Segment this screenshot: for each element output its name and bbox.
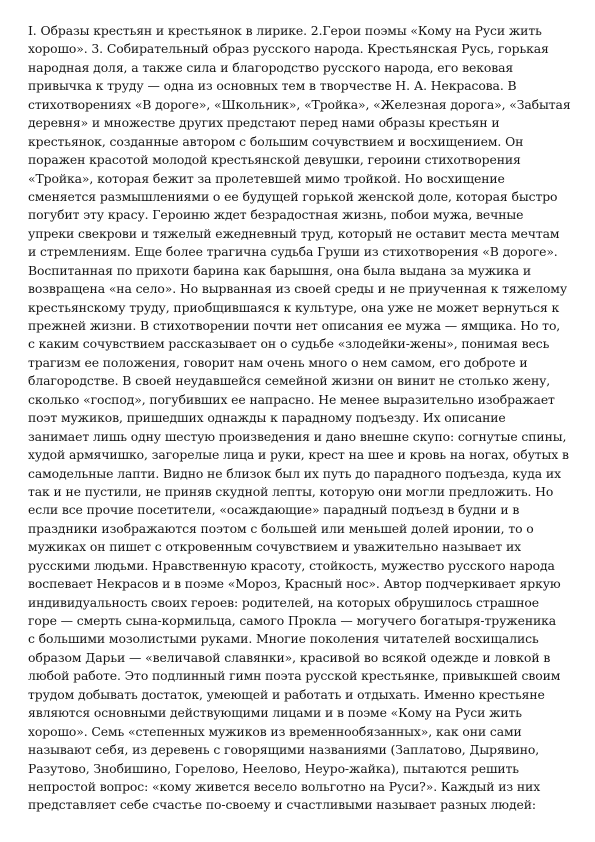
text-line: образом Дарьи — «величавой славянки», красивой во всякой одежде и ловкой в [28, 649, 551, 665]
text-line: упреки свекрови и тяжелый ежедневный труд, который не оставит места мечтам [28, 225, 560, 241]
text-line: Разутово, Знобишино, Горелово, Неелово, Неуро-жайка), пытаются решить [28, 760, 519, 776]
text-line: «Тройка», которая бежит за пролетевшей мимо тройкой. Но восхищение [28, 170, 505, 186]
text-line: привычка к труду — одна из основных тем в творчестве Н. А. Некрасова. В [28, 78, 517, 94]
text-line: крестьянскому труду, приобщившаяся к культуре, она уже не может вернуться к [28, 299, 560, 315]
text-line: с большими мозолистыми руками. Многие поколения читателей восхищались [28, 631, 539, 647]
text-line: трагизм ее положения, говорит нам очень много о нем самом, его доброте и [28, 354, 528, 370]
text-line: сколько «господ», погубивших ее напрасно. Не менее выразительно изображает [28, 391, 555, 407]
text-line: деревня» и множестве других предстают перед нами образы крестьян и [28, 115, 500, 131]
text-line: крестьянок, созданные автором с большим сочувствием и восхищением. Он [28, 133, 524, 149]
text-line: поражен красотой молодой крестьянской девушки, героини стихотворения [28, 152, 521, 168]
text-line: поэт мужиков, пришедших однажды к парадному подъезду. Их описание [28, 410, 506, 426]
text-line: народная доля, а также сила и благородство русского народа, его вековая [28, 59, 514, 75]
text-line: благородстве. В своей неудавшейся семейной жизни он винит не столько жену, [28, 373, 551, 389]
text-line: Воспитанная по прихоти барина как барышня, она была выдана за мужика и [28, 262, 532, 278]
text-line: возвращена «на село». Но вырванная из своей среды и не приученная к тяжелому [28, 281, 568, 297]
text-line: худой армячишко, загорелые лица и руки, крест на шее и кровь на ногах, обутых в [28, 447, 569, 463]
text-line: так и не пустили, не приняв скудной лепты, которую они могли предложить. Но [28, 483, 554, 499]
text-line: самодельные лапти. Видно не близок был их путь до парадного подъезда, куда их [28, 465, 561, 481]
text-line: занимает лишь одну шестую произведения и дано внешне скупо: согнутые спины, [28, 428, 567, 444]
text-line: являются основными действующими лицами и в поэме «Кому на Руси жить [28, 705, 522, 721]
text-line: сменяется размышлениями о ее будущей горькой женской доле, которая быстро [28, 188, 558, 204]
text-line: стихотворениях «В дороге», «Школьник», «Тройка», «Железная дорога», «Забытая [28, 96, 571, 112]
text-line: I. Образы крестьян и крестьянок в лирике. 2.Герои поэмы «Кому на Руси жить [28, 23, 542, 38]
text-line: индивидуальность своих героев: родителей, на которых обрушилось страшное [28, 594, 539, 610]
body-text [28, 22, 574, 815]
text-line: с каким сочувствием рассказывает он о судьбе «злодейки-жены», понимая весь [28, 336, 550, 352]
text-line: русскими людьми. Нравственную красоту, стойкость, мужество русского народа [28, 557, 555, 573]
text-line: трудом добывать достаток, умеющей и работать и отдыхать. Именно крестьяне [28, 686, 545, 702]
text-line: любой работе. Это подлинный гимн поэта русской крестьянке, привыкшей своим [28, 668, 561, 684]
text-line: хорошо». 3. Собирательный образ русского народа. Крестьянская Русь, горькая [28, 41, 549, 57]
text-line: называют себя, из деревень с говорящими названиями (Заплатово, Дырявино, [28, 742, 540, 758]
text-line: если все прочие посетители, «осаждающие» парадный подъезд в будни и в [28, 502, 520, 518]
text-line: прежней жизни. В стихотворении почти нет описания ее мужа — ямщика. Но то, [28, 318, 561, 333]
text-line: хорошо». Семь «степенных мужиков из временнообязанных», как они сами [28, 723, 522, 739]
text-line: горе — смерть сына-кормильца, самого Прокла — могучего богатыря-труженика [28, 613, 557, 628]
text-line: воспевает Некрасов и в поэме «Мороз, Красный нос». Автор подчеркивает яркую [28, 576, 561, 592]
text-line: погубит эту красу. Героиню ждет безрадостная жизнь, побои мужа, вечные [28, 207, 524, 223]
text-line: мужиках он пишет с откровенным сочувствием и уважительно называет их [28, 539, 522, 555]
text-line: представляет себе счастье по-своему и счастливыми называет разных людей: [28, 797, 536, 813]
text-line: и стремлениям. Еще более трагична судьба Груши из стихотворения «В дороге». [28, 244, 558, 260]
text-line: непростой вопрос: «кому живется весело вольготно на Руси?». Каждый из них [28, 778, 541, 794]
text-line: праздники изображаются поэтом с большей или меньшей долей иронии, то о [28, 520, 534, 536]
